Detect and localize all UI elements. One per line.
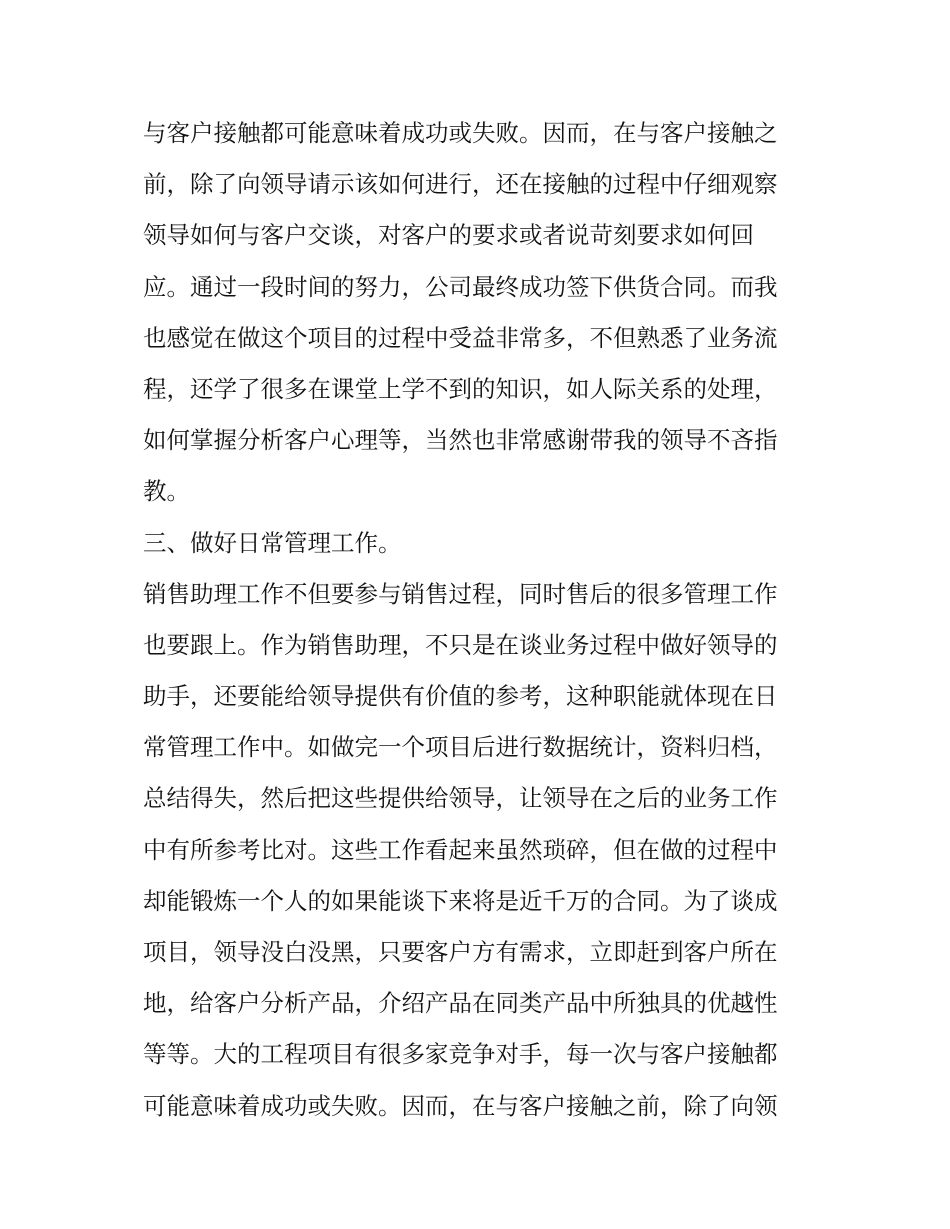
text-line: 助手，还要能给领导提供有价值的参考，这种职能就体现在日 [143, 682, 778, 711]
text-line: 教。 [143, 477, 190, 506]
text-line: 项目，领导没白没黑，只要客户方有需求，立即赶到客户所在 [143, 938, 778, 966]
text-line: 总结得失，然后把这些提供给领导，让领导在之后的业务工作 [143, 784, 778, 813]
text-line: 常管理工作中。如做完一个项目后进行数据统计，资料归档， [143, 733, 778, 762]
body-text [143, 108, 823, 1132]
text-line: 销售助理工作不但要参与销售过程，同时售后的很多管理工作 [143, 579, 778, 608]
text-line: 如何掌握分析客户心理等，当然也非常感谢带我的领导不吝指 [143, 426, 778, 455]
text-line: 地，给客户分析产品，介绍产品在同类产品中所独具的优越性 [143, 989, 778, 1018]
text-line: 可能意味着成功或失败。因而，在与客户接触之前，除了向领 [143, 1091, 778, 1120]
text-line: 也感觉在做这个项目的过程中受益非常多，不但熟悉了业务流 [143, 323, 778, 352]
text-line: 应。通过一段时间的努力，公司最终成功签下供货合同。而我 [143, 272, 778, 301]
text-line: 前，除了向领导请示该如何进行，还在接触的过程中仔细观察 [143, 170, 778, 199]
section-heading: 三、做好日常管理工作。 [143, 528, 402, 557]
text-line: 也要跟上。作为销售助理，不只是在谈业务过程中做好领导的 [143, 630, 778, 659]
text-line: 领导如何与客户交谈，对客户的要求或者说苛刻要求如何回 [143, 221, 754, 250]
text-line: 与客户接触都可能意味着成功或失败。因而，在与客户接触之 [143, 119, 778, 147]
text-line: 等等。大的工程项目有很多家竞争对手，每一次与客户接触都 [143, 1040, 778, 1069]
text-line: 却能锻炼一个人的如果能谈下来将是近千万的合同。为了谈成 [143, 886, 778, 915]
text-line: 程，还学了很多在课堂上学不到的知识，如人际关系的处理， [143, 374, 778, 403]
text-line: 中有所参考比对。这些工作看起来虽然琐碎，但在做的过程中 [143, 835, 778, 864]
